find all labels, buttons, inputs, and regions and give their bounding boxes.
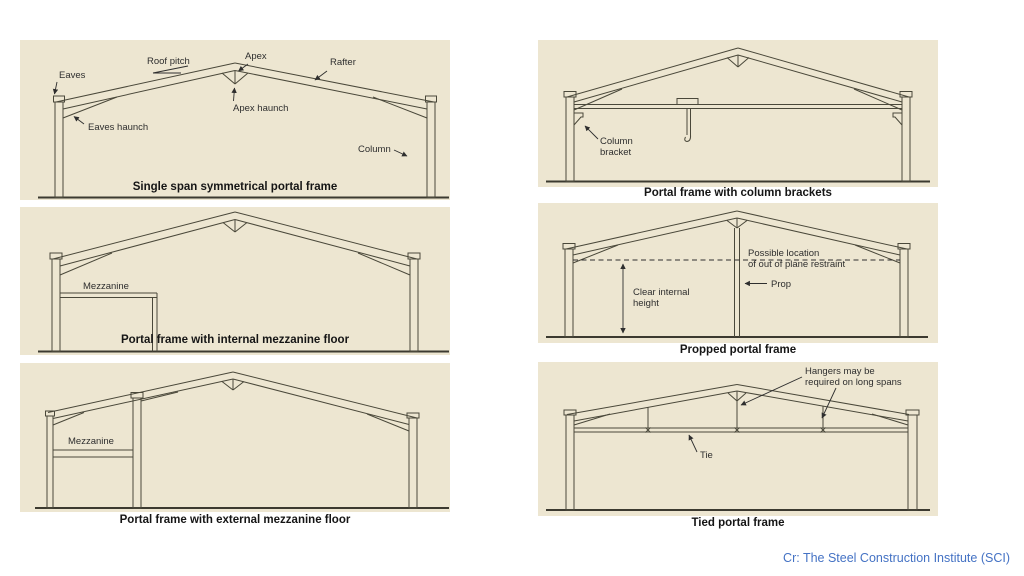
label-restraint-1: Possible location <box>748 248 820 259</box>
annotations <box>68 436 114 447</box>
figure-column-brackets <box>538 40 938 187</box>
annotations <box>83 281 129 292</box>
tied-diagram <box>538 362 938 516</box>
internal-mezzanine-diagram <box>20 207 450 355</box>
label-rafter: Rafter <box>330 57 356 68</box>
label-apex-haunch: Apex haunch <box>233 103 289 114</box>
caption-single-span: Single span symmetrical portal frame <box>132 181 338 193</box>
label-restraint-2: of out of plane restraint <box>748 259 846 270</box>
propped-diagram <box>538 203 938 343</box>
caption-external-mezzanine: Portal frame with external mezzanine floor <box>119 514 351 526</box>
caption-column-brackets: Portal frame with column brackets <box>644 187 832 199</box>
label-column: Column <box>358 144 391 155</box>
column-brackets-diagram <box>538 40 938 187</box>
figure-tied <box>538 362 938 516</box>
label-tie: Tie <box>700 450 713 461</box>
label-prop: Prop <box>771 279 792 290</box>
label-apex: Apex <box>245 51 267 62</box>
figure-internal-mezzanine <box>20 207 450 355</box>
label-column-bracket-2: bracket <box>600 147 632 158</box>
label-hangers-1: Hangers may be <box>805 366 875 377</box>
label-column-bracket-1: Column <box>600 136 633 147</box>
label-eaves-haunch: Eaves haunch <box>88 122 149 133</box>
label-hangers-2: required on long spans <box>805 377 902 388</box>
figure-single-span-portal-frame <box>20 40 450 200</box>
credit-text: Cr: The Steel Construction Institute (SCI) <box>783 551 1010 565</box>
external-mezzanine-diagram <box>20 363 450 512</box>
figure-external-mezzanine <box>20 363 450 512</box>
label-clear-height-2: height <box>633 298 659 309</box>
figure-propped <box>538 203 938 343</box>
label-eaves: Eaves <box>59 70 86 81</box>
label-clear-height-1: Clear internal <box>633 287 690 298</box>
panel-background <box>538 203 938 343</box>
label-mezzanine: Mezzanine <box>83 281 129 292</box>
single-span-diagram <box>20 40 450 200</box>
caption-tied: Tied portal frame <box>691 517 785 529</box>
caption-internal-mezzanine: Portal frame with internal mezzanine floor <box>120 334 350 346</box>
label-roof-pitch: Roof pitch <box>147 56 190 67</box>
panel-background <box>20 40 450 200</box>
label-mezzanine: Mezzanine <box>68 436 114 447</box>
caption-propped: Propped portal frame <box>679 344 797 356</box>
